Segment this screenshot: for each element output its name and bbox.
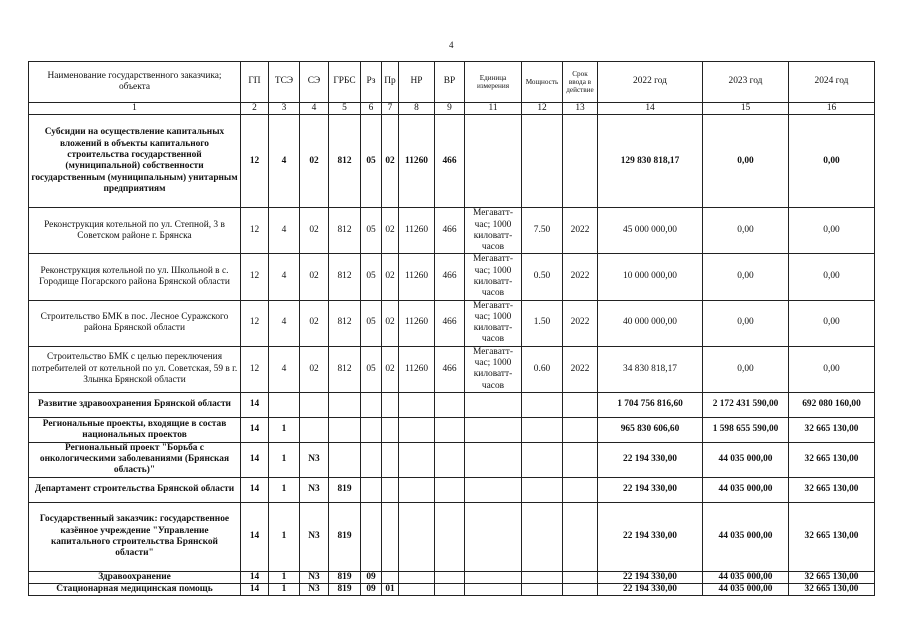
cell-se: 02 xyxy=(300,208,329,254)
row-name: Департамент строительства Брянской области xyxy=(29,477,241,502)
cell-rz: 09 xyxy=(361,571,382,583)
cell-unit xyxy=(465,571,522,583)
cell-power: 7.50 xyxy=(522,208,563,254)
cell-power: 1.50 xyxy=(522,300,563,346)
header-tse: ТСЭ xyxy=(269,62,300,103)
header-grbs: ГРБС xyxy=(329,62,361,103)
header-2022: 2022 год xyxy=(598,62,703,103)
cell-term: 2022 xyxy=(563,208,598,254)
cell-unit xyxy=(465,502,522,571)
cell-2024: 0,00 xyxy=(789,208,875,254)
cell-2022: 22 194 330,00 xyxy=(598,502,703,571)
cell-term xyxy=(563,584,598,596)
header-rz: Рз xyxy=(361,62,382,103)
cell-vr xyxy=(435,392,465,417)
header-gp: ГП xyxy=(241,62,269,103)
cell-2023: 0,00 xyxy=(703,254,789,300)
cell-2024: 32 665 130,00 xyxy=(789,502,875,571)
cell-unit xyxy=(465,442,522,477)
header-row xyxy=(29,62,875,103)
cell-term: 2022 xyxy=(563,300,598,346)
cell-unit xyxy=(465,417,522,442)
cell-power xyxy=(522,392,563,417)
cell-term xyxy=(563,417,598,442)
row-name: Реконструкция котельной по ул. Степной, 3 в Советском районе г. Брянска xyxy=(29,208,241,254)
cell-pr xyxy=(382,477,399,502)
cell-2024: 0,00 xyxy=(789,254,875,300)
row-name: Здравоохранение xyxy=(29,571,241,583)
table-row-section xyxy=(29,571,875,583)
cell-grbs: 812 xyxy=(329,115,361,208)
cell-2024: 32 665 130,00 xyxy=(789,477,875,502)
cell-pr: 02 xyxy=(382,346,399,392)
cell-term: 2022 xyxy=(563,346,598,392)
cell-vr: 466 xyxy=(435,346,465,392)
budget-table xyxy=(28,61,875,596)
cell-2024: 0,00 xyxy=(789,300,875,346)
cell-2024: 692 080 160,00 xyxy=(789,392,875,417)
cell-pr xyxy=(382,392,399,417)
cell-unit xyxy=(465,392,522,417)
cell-2022: 22 194 330,00 xyxy=(598,584,703,596)
cell-tse: 1 xyxy=(269,442,300,477)
cell-2024: 0,00 xyxy=(789,115,875,208)
cell-term: 2022 xyxy=(563,254,598,300)
cell-gp: 14 xyxy=(241,502,269,571)
cell-2023: 44 035 000,00 xyxy=(703,571,789,583)
cell-tse: 4 xyxy=(269,300,300,346)
cell-se: 02 xyxy=(300,346,329,392)
cell-2023: 0,00 xyxy=(703,208,789,254)
header-2024: 2024 год xyxy=(789,62,875,103)
col-number: 6 xyxy=(361,103,382,115)
cell-pr xyxy=(382,571,399,583)
cell-vr xyxy=(435,417,465,442)
table-row-subsection xyxy=(29,584,875,596)
cell-power xyxy=(522,417,563,442)
header-unit: Единица измерения xyxy=(465,62,522,103)
table-row-regional-project xyxy=(29,442,875,477)
cell-se: N3 xyxy=(300,584,329,596)
cell-se: 02 xyxy=(300,300,329,346)
cell-rz xyxy=(361,417,382,442)
cell-nr xyxy=(399,477,435,502)
cell-grbs: 812 xyxy=(329,346,361,392)
cell-rz: 05 xyxy=(361,300,382,346)
table-row-subsidies xyxy=(29,115,875,208)
cell-rz: 05 xyxy=(361,254,382,300)
col-number: 11 xyxy=(465,103,522,115)
cell-2024: 32 665 130,00 xyxy=(789,584,875,596)
cell-2022: 22 194 330,00 xyxy=(598,571,703,583)
cell-nr xyxy=(399,502,435,571)
cell-2022: 1 704 756 816,60 xyxy=(598,392,703,417)
column-number-row xyxy=(29,103,875,115)
cell-vr xyxy=(435,502,465,571)
cell-nr xyxy=(399,442,435,477)
cell-unit: Мегаватт-час; 1000 киловатт-часов xyxy=(465,208,522,254)
cell-2023: 0,00 xyxy=(703,300,789,346)
cell-nr: 11260 xyxy=(399,254,435,300)
col-number: 7 xyxy=(382,103,399,115)
cell-2023: 0,00 xyxy=(703,115,789,208)
cell-nr xyxy=(399,571,435,583)
table-row-object xyxy=(29,300,875,346)
cell-se: N3 xyxy=(300,477,329,502)
cell-2023: 2 172 431 590,00 xyxy=(703,392,789,417)
cell-tse: 1 xyxy=(269,571,300,583)
cell-term xyxy=(563,115,598,208)
col-number: 1 xyxy=(29,103,241,115)
cell-unit xyxy=(465,584,522,596)
header-pr: Пр xyxy=(382,62,399,103)
cell-power xyxy=(522,571,563,583)
cell-tse: 1 xyxy=(269,417,300,442)
cell-nr xyxy=(399,417,435,442)
cell-gp: 12 xyxy=(241,254,269,300)
cell-term xyxy=(563,477,598,502)
cell-grbs: 819 xyxy=(329,584,361,596)
cell-grbs: 812 xyxy=(329,254,361,300)
cell-gp: 14 xyxy=(241,392,269,417)
cell-pr xyxy=(382,502,399,571)
cell-grbs xyxy=(329,442,361,477)
cell-2022: 45 000 000,00 xyxy=(598,208,703,254)
row-name: Субсидии на осуществление капитальных вложений в объекты капитального строительства государственной (муниципальной) собственности государственным (муниципальным) унитарным предприятиям xyxy=(29,115,241,208)
cell-2022: 10 000 000,00 xyxy=(598,254,703,300)
cell-vr xyxy=(435,477,465,502)
cell-grbs: 819 xyxy=(329,477,361,502)
cell-gp: 12 xyxy=(241,208,269,254)
cell-tse: 4 xyxy=(269,115,300,208)
col-number: 12 xyxy=(522,103,563,115)
cell-gp: 14 xyxy=(241,477,269,502)
cell-2023: 44 035 000,00 xyxy=(703,442,789,477)
col-number: 8 xyxy=(399,103,435,115)
cell-rz: 05 xyxy=(361,346,382,392)
table-row-customer xyxy=(29,502,875,571)
header-term: Срок ввода в действие xyxy=(563,62,598,103)
col-number: 2 xyxy=(241,103,269,115)
cell-nr: 11260 xyxy=(399,115,435,208)
cell-2022: 34 830 818,17 xyxy=(598,346,703,392)
table-row-department xyxy=(29,477,875,502)
cell-vr: 466 xyxy=(435,115,465,208)
cell-2023: 44 035 000,00 xyxy=(703,502,789,571)
cell-pr: 02 xyxy=(382,115,399,208)
cell-pr: 02 xyxy=(382,254,399,300)
cell-term xyxy=(563,442,598,477)
cell-unit xyxy=(465,477,522,502)
cell-nr xyxy=(399,392,435,417)
col-number: 15 xyxy=(703,103,789,115)
cell-rz xyxy=(361,442,382,477)
cell-2024: 32 665 130,00 xyxy=(789,442,875,477)
row-name: Стационарная медицинская помощь xyxy=(29,584,241,596)
cell-gp: 14 xyxy=(241,584,269,596)
cell-unit: Мегаватт-час; 1000 киловатт-часов xyxy=(465,346,522,392)
cell-gp: 12 xyxy=(241,300,269,346)
cell-2023: 44 035 000,00 xyxy=(703,477,789,502)
cell-gp: 12 xyxy=(241,346,269,392)
cell-2022: 22 194 330,00 xyxy=(598,442,703,477)
cell-nr: 11260 xyxy=(399,346,435,392)
page-number: 4 xyxy=(449,40,454,50)
col-number: 13 xyxy=(563,103,598,115)
cell-power xyxy=(522,115,563,208)
cell-term xyxy=(563,392,598,417)
cell-power xyxy=(522,502,563,571)
cell-2024: 32 665 130,00 xyxy=(789,571,875,583)
cell-tse: 4 xyxy=(269,346,300,392)
cell-tse: 4 xyxy=(269,208,300,254)
table-row-object xyxy=(29,254,875,300)
cell-se xyxy=(300,417,329,442)
cell-pr: 02 xyxy=(382,300,399,346)
cell-nr xyxy=(399,584,435,596)
cell-se: N3 xyxy=(300,571,329,583)
cell-grbs: 819 xyxy=(329,571,361,583)
cell-gp: 14 xyxy=(241,571,269,583)
cell-2023: 1 598 655 590,00 xyxy=(703,417,789,442)
cell-unit xyxy=(465,115,522,208)
cell-term xyxy=(563,502,598,571)
cell-power xyxy=(522,442,563,477)
cell-rz xyxy=(361,477,382,502)
col-number: 14 xyxy=(598,103,703,115)
table-row-object xyxy=(29,208,875,254)
cell-se: 02 xyxy=(300,254,329,300)
cell-power: 0.50 xyxy=(522,254,563,300)
cell-gp: 12 xyxy=(241,115,269,208)
cell-pr xyxy=(382,442,399,477)
cell-se: N3 xyxy=(300,442,329,477)
cell-rz: 05 xyxy=(361,115,382,208)
cell-pr xyxy=(382,417,399,442)
cell-2024: 0,00 xyxy=(789,346,875,392)
cell-2022: 129 830 818,17 xyxy=(598,115,703,208)
cell-rz: 09 xyxy=(361,584,382,596)
cell-power xyxy=(522,477,563,502)
cell-rz xyxy=(361,392,382,417)
cell-term xyxy=(563,571,598,583)
cell-gp: 14 xyxy=(241,417,269,442)
row-name: Региональные проекты, входящие в состав национальных проектов xyxy=(29,417,241,442)
row-name: Региональный проект "Борьба с онкологическими заболеваниями (Брянская область)" xyxy=(29,442,241,477)
cell-unit: Мегаватт-час; 1000 киловатт-часов xyxy=(465,300,522,346)
table-row-regional-projects xyxy=(29,417,875,442)
row-name: Развитие здравоохранения Брянской области xyxy=(29,392,241,417)
cell-nr: 11260 xyxy=(399,208,435,254)
cell-vr: 466 xyxy=(435,254,465,300)
col-number: 3 xyxy=(269,103,300,115)
cell-2023: 44 035 000,00 xyxy=(703,584,789,596)
cell-grbs xyxy=(329,417,361,442)
cell-vr: 466 xyxy=(435,208,465,254)
col-number: 5 xyxy=(329,103,361,115)
cell-grbs: 812 xyxy=(329,208,361,254)
cell-tse: 1 xyxy=(269,584,300,596)
cell-se: N3 xyxy=(300,502,329,571)
cell-vr xyxy=(435,571,465,583)
row-name: Строительство БМК с целью переключения потребителей от котельной по ул. Советская, 59 в г. Злынка Брянской области xyxy=(29,346,241,392)
cell-gp: 14 xyxy=(241,442,269,477)
cell-2022: 965 830 606,60 xyxy=(598,417,703,442)
row-name: Строительство БМК в пос. Лесное Суражского района Брянской области xyxy=(29,300,241,346)
row-name: Государственный заказчик: государственное казённое учреждение "Управление капитального строительства Брянской области" xyxy=(29,502,241,571)
cell-pr: 01 xyxy=(382,584,399,596)
header-nr: НР xyxy=(399,62,435,103)
table-row-program xyxy=(29,392,875,417)
cell-vr xyxy=(435,442,465,477)
cell-pr: 02 xyxy=(382,208,399,254)
header-power: Мощность xyxy=(522,62,563,103)
cell-grbs xyxy=(329,392,361,417)
cell-grbs: 819 xyxy=(329,502,361,571)
cell-rz xyxy=(361,502,382,571)
col-number: 16 xyxy=(789,103,875,115)
header-vr: ВР xyxy=(435,62,465,103)
cell-power: 0.60 xyxy=(522,346,563,392)
cell-tse xyxy=(269,392,300,417)
cell-unit: Мегаватт-час; 1000 киловатт-часов xyxy=(465,254,522,300)
cell-2024: 32 665 130,00 xyxy=(789,417,875,442)
cell-nr: 11260 xyxy=(399,300,435,346)
cell-tse: 4 xyxy=(269,254,300,300)
cell-2022: 40 000 000,00 xyxy=(598,300,703,346)
cell-se: 02 xyxy=(300,115,329,208)
cell-grbs: 812 xyxy=(329,300,361,346)
cell-vr: 466 xyxy=(435,300,465,346)
table-row-object xyxy=(29,346,875,392)
cell-tse: 1 xyxy=(269,477,300,502)
cell-tse: 1 xyxy=(269,502,300,571)
cell-2023: 0,00 xyxy=(703,346,789,392)
header-se: СЭ xyxy=(300,62,329,103)
cell-rz: 05 xyxy=(361,208,382,254)
col-number: 4 xyxy=(300,103,329,115)
col-number: 9 xyxy=(435,103,465,115)
header-name: Наименование государственного заказчика; объекта xyxy=(29,62,241,103)
row-name: Реконструкция котельной по ул. Школьной в с. Городище Погарского района Брянской области xyxy=(29,254,241,300)
header-2023: 2023 год xyxy=(703,62,789,103)
cell-vr xyxy=(435,584,465,596)
cell-power xyxy=(522,584,563,596)
cell-2022: 22 194 330,00 xyxy=(598,477,703,502)
cell-se xyxy=(300,392,329,417)
